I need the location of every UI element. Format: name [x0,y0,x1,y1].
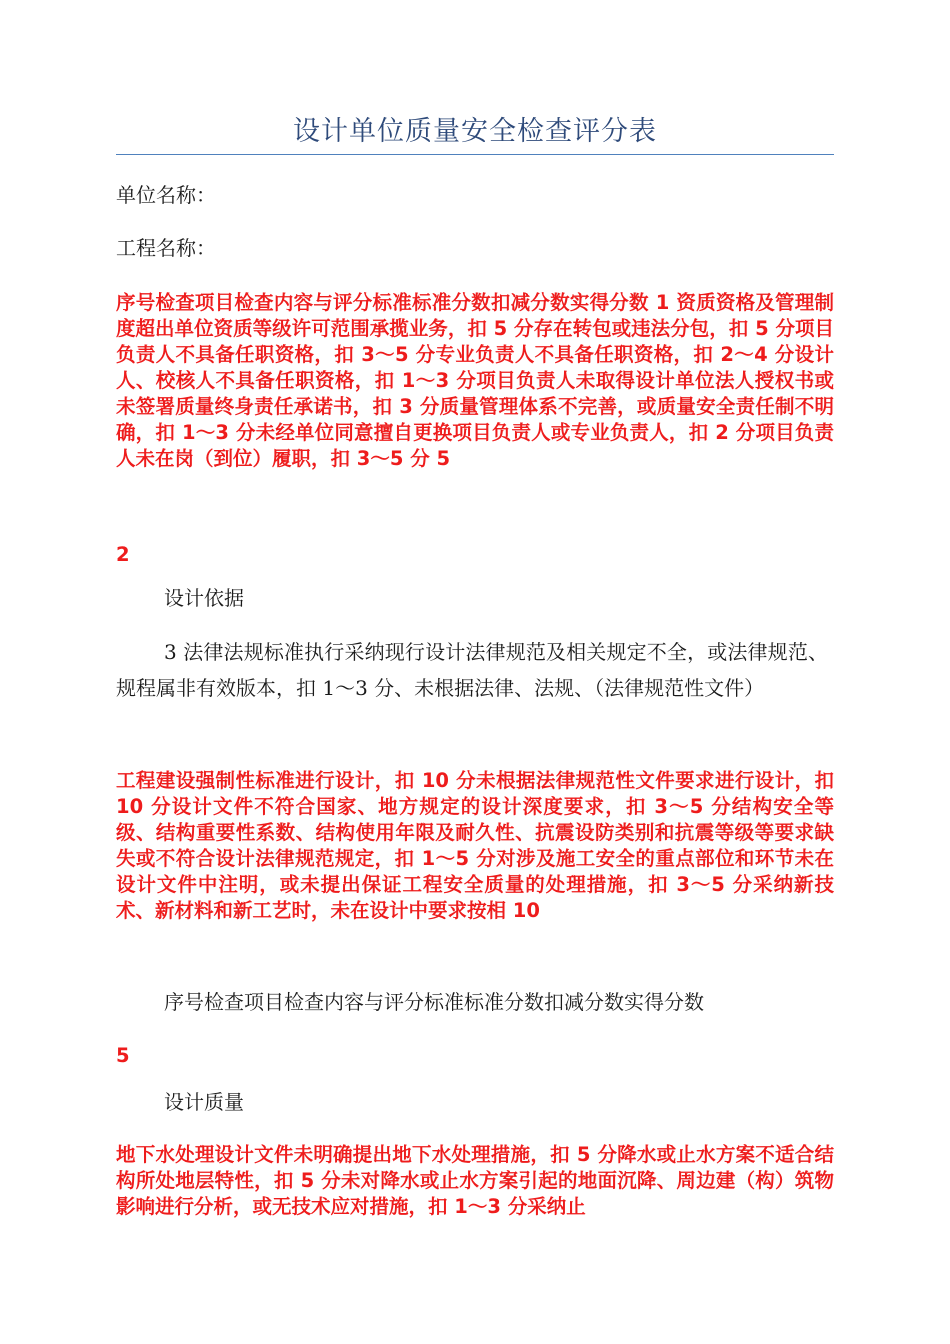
design-basis-paragraph: 3 法律法规标准执行采纳现行设计法律规范及相关规定不全，或法律规范、规程属非有效版本，扣 1～3 分、未根据法律、法规、（法律规范性文件） [116,640,828,700]
red-text-block-3: 地下水处理设计文件未明确提出地下水处理措施，扣 5 分降水或止水方案不适合结构所处地层特性，扣 5 分未对降水或止水方案引起的地面沉降、周边建（构）筑物影响进行分析，或无技术应对措施，扣 1～3 分采纳止 [116,1143,834,1218]
unit-name-label: 单位名称： [116,183,216,207]
item-label-design-quality: 设计质量 [164,1090,244,1114]
table-header-repeat: 序号检查项目检查内容与评分标准标准分数扣减分数实得分数 [164,990,704,1014]
section-number-2: 2 [116,543,130,566]
red-text-block-1: 序号检查项目检查内容与评分标准标准分数扣减分数实得分数 1 资质资格及管理制度超出单位资质等级许可范围承揽业务，扣 5 分存在转包或违法分包，扣 5 分项目负责人不具备任职资格，扣 3～5 分专业负责人不具备任职资格，扣 2～4 分设计人、校核人不具备任职资格，扣 1～3 分项目负责人未取得设计单位法人授权书或未签署质量终身责任承诺书，扣 3 分质量管理体系不完善，或质量安全责任制不明确，扣 1～3 分未经单位同意擅自更换项目负责人或专业负责人，扣 2 分项目负责人未在岗（到位）履职，扣 3～5 分 5 [116,291,834,470]
title-underline [116,154,834,155]
page-title: 设计单位质量安全检查评分表 [293,116,657,147]
project-name-label: 工程名称： [116,236,216,260]
item-label-design-basis: 设计依据 [164,586,244,610]
red-text-block-2: 工程建设强制性标准进行设计，扣 10 分未根据法律规范性文件要求进行设计，扣 10 分设计文件不符合国家、地方规定的设计深度要求，扣 3～5 分结构安全等级、结构重要性系数、结构使用年限及耐久性、抗震设防类别和抗震等级等要求缺失或不符合设计法律规范规定，扣 1～5 分对涉及施工安全的重点部位和环节未在设计文件中注明，或未提出保证工程安全质量的处理措施，扣 3～5 分采纳新技术、新材料和新工艺时，未在设计中要求按相 10 [116,769,834,922]
section-number-5: 5 [116,1044,130,1067]
